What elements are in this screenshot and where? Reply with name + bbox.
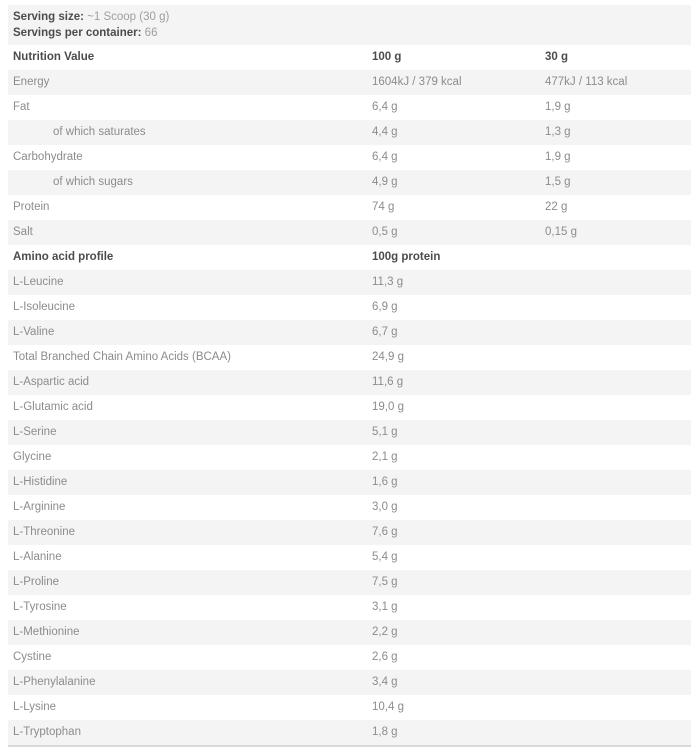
amino-acid-spacer bbox=[545, 470, 691, 495]
nutrition-panel bbox=[8, 5, 691, 747]
amino-acid-value: 2,6 g bbox=[372, 651, 398, 663]
amino-acid-row bbox=[8, 345, 691, 370]
amino-acid-value: 10,4 g bbox=[372, 701, 404, 713]
amino-acid-spacer bbox=[545, 620, 691, 645]
amino-acid-spacer bbox=[545, 445, 691, 470]
amino-acid-value: 3,4 g bbox=[372, 676, 398, 688]
amino-acid-spacer bbox=[545, 370, 691, 395]
amino-acid-label: Total Branched Chain Amino Acids (BCAA) bbox=[13, 351, 231, 363]
amino-acid-rows bbox=[8, 270, 691, 745]
amino-acid-spacer bbox=[545, 345, 691, 370]
amino-acid-spacer bbox=[545, 270, 691, 295]
nutrition-row bbox=[8, 70, 691, 95]
amino-acid-spacer bbox=[545, 595, 691, 620]
amino-acid-value: 11,3 g bbox=[372, 276, 404, 288]
amino-acid-row bbox=[8, 270, 691, 295]
amino-acid-row bbox=[8, 520, 691, 545]
nutrient-label: of which saturates bbox=[53, 126, 146, 138]
amino-acid-label: L-Alanine bbox=[13, 551, 62, 563]
amino-acid-spacer bbox=[545, 495, 691, 520]
nutrient-value-100g: 0,5 g bbox=[372, 226, 398, 238]
amino-acid-spacer bbox=[545, 420, 691, 445]
amino-acid-row bbox=[8, 445, 691, 470]
amino-acid-value: 1,6 g bbox=[372, 476, 398, 488]
amino-acid-value: 5,1 g bbox=[372, 426, 398, 438]
amino-acid-row bbox=[8, 545, 691, 570]
servings-per-container-label: Servings per container: bbox=[13, 27, 142, 39]
amino-acid-value: 2,1 g bbox=[372, 451, 398, 463]
amino-acid-value: 5,4 g bbox=[372, 551, 398, 563]
amino-acid-spacer bbox=[545, 545, 691, 570]
amino-acid-row bbox=[8, 470, 691, 495]
nutrient-value-30g: 477kJ / 113 kcal bbox=[545, 76, 628, 88]
amino-acid-spacer bbox=[545, 670, 691, 695]
amino-acid-label: Cystine bbox=[13, 651, 52, 663]
amino-acid-label: L-Valine bbox=[13, 326, 55, 338]
amino-header-title: Amino acid profile bbox=[13, 251, 114, 263]
amino-acid-row bbox=[8, 395, 691, 420]
nutrient-value-100g: 74 g bbox=[372, 201, 395, 213]
amino-acid-value: 1,8 g bbox=[372, 726, 398, 738]
amino-acid-label: L-Threonine bbox=[13, 526, 76, 538]
amino-acid-label: L-Phenylalanine bbox=[13, 676, 96, 688]
amino-acid-spacer bbox=[545, 720, 691, 745]
amino-acid-label: L-Methionine bbox=[13, 626, 80, 638]
amino-acid-value: 7,5 g bbox=[372, 576, 398, 588]
amino-acid-spacer bbox=[545, 645, 691, 670]
amino-acid-row bbox=[8, 670, 691, 695]
header-30g: 30 g bbox=[545, 51, 569, 63]
amino-acid-row bbox=[8, 620, 691, 645]
amino-header-spacer bbox=[545, 245, 691, 270]
serving-size-value: ~1 Scoop (30 g) bbox=[87, 11, 170, 23]
amino-acid-row bbox=[8, 645, 691, 670]
amino-acid-spacer bbox=[545, 295, 691, 320]
amino-acid-row bbox=[8, 495, 691, 520]
amino-acid-row bbox=[8, 420, 691, 445]
amino-acid-value: 24,9 g bbox=[372, 351, 404, 363]
amino-acid-value: 3,0 g bbox=[372, 501, 398, 513]
nutrition-row bbox=[8, 220, 691, 245]
nutrient-value-30g: 1,9 g bbox=[545, 101, 571, 113]
amino-header-unit: 100g protein bbox=[372, 251, 441, 263]
nutrient-value-100g: 6,4 g bbox=[372, 151, 398, 163]
amino-acid-value: 6,7 g bbox=[372, 326, 398, 338]
amino-acid-row bbox=[8, 570, 691, 595]
amino-acid-label: L-Lysine bbox=[13, 701, 57, 713]
nutrient-value-100g: 4,9 g bbox=[372, 176, 398, 188]
amino-acid-label: L-Tryptophan bbox=[13, 726, 81, 738]
nutrient-value-30g: 1,5 g bbox=[545, 176, 571, 188]
servings-per-container-value: 66 bbox=[144, 27, 158, 39]
serving-size-line bbox=[13, 9, 691, 25]
amino-acid-label: Glycine bbox=[13, 451, 52, 463]
amino-acid-value: 6,9 g bbox=[372, 301, 398, 313]
amino-acid-row bbox=[8, 720, 691, 745]
amino-acid-label: L-Aspartic acid bbox=[13, 376, 90, 388]
nutrient-label: Carbohydrate bbox=[13, 151, 83, 163]
header-nutrition-value: Nutrition Value bbox=[13, 51, 95, 63]
amino-acid-label: L-Tyrosine bbox=[13, 601, 67, 613]
nutrition-row bbox=[8, 170, 691, 195]
nutrition-row bbox=[8, 120, 691, 145]
amino-acid-label: L-Serine bbox=[13, 426, 57, 438]
nutrient-label: Fat bbox=[13, 101, 30, 113]
nutrient-label: Salt bbox=[13, 226, 33, 238]
nutrition-row bbox=[8, 145, 691, 170]
amino-acid-row bbox=[8, 370, 691, 395]
nutrient-value-30g: 22 g bbox=[545, 201, 568, 213]
nutrition-row bbox=[8, 95, 691, 120]
amino-acid-label: L-Isoleucine bbox=[13, 301, 76, 313]
amino-acid-row bbox=[8, 295, 691, 320]
nutrition-table-header bbox=[8, 45, 691, 70]
serving-size-label: Serving size: bbox=[13, 11, 84, 23]
amino-acid-value: 3,1 g bbox=[372, 601, 398, 613]
amino-acid-value: 11,6 g bbox=[372, 376, 404, 388]
amino-acid-profile-header bbox=[8, 245, 691, 270]
servings-per-container-line bbox=[13, 25, 691, 41]
nutrient-value-30g: 0,15 g bbox=[545, 226, 577, 238]
amino-acid-row bbox=[8, 695, 691, 720]
amino-acid-label: L-Proline bbox=[13, 576, 60, 588]
amino-acid-value: 2,2 g bbox=[372, 626, 398, 638]
nutrient-value-100g: 4,4 g bbox=[372, 126, 398, 138]
nutrient-label: Energy bbox=[13, 76, 50, 88]
nutrient-label: Protein bbox=[13, 201, 50, 213]
amino-acid-value: 7,6 g bbox=[372, 526, 398, 538]
amino-acid-spacer bbox=[545, 695, 691, 720]
amino-acid-label: L-Histidine bbox=[13, 476, 68, 488]
amino-acid-label: L-Arginine bbox=[13, 501, 66, 513]
header-100g: 100 g bbox=[372, 51, 402, 63]
nutrient-value-100g: 6,4 g bbox=[372, 101, 398, 113]
amino-acid-row bbox=[8, 320, 691, 345]
nutrition-row bbox=[8, 195, 691, 220]
amino-acid-spacer bbox=[545, 570, 691, 595]
nutrient-value-100g: 1604kJ / 379 kcal bbox=[372, 76, 462, 88]
nutrient-value-30g: 1,9 g bbox=[545, 151, 571, 163]
amino-acid-label: L-Leucine bbox=[13, 276, 64, 288]
nutrient-value-30g: 1,3 g bbox=[545, 126, 571, 138]
nutrition-rows bbox=[8, 70, 691, 245]
nutrient-label: of which sugars bbox=[53, 176, 133, 188]
serving-info-block bbox=[8, 5, 691, 45]
amino-acid-value: 19,0 g bbox=[372, 401, 404, 413]
amino-acid-spacer bbox=[545, 320, 691, 345]
amino-acid-spacer bbox=[545, 520, 691, 545]
amino-acid-spacer bbox=[545, 395, 691, 420]
amino-acid-row bbox=[8, 595, 691, 620]
amino-acid-label: L-Glutamic acid bbox=[13, 401, 93, 413]
